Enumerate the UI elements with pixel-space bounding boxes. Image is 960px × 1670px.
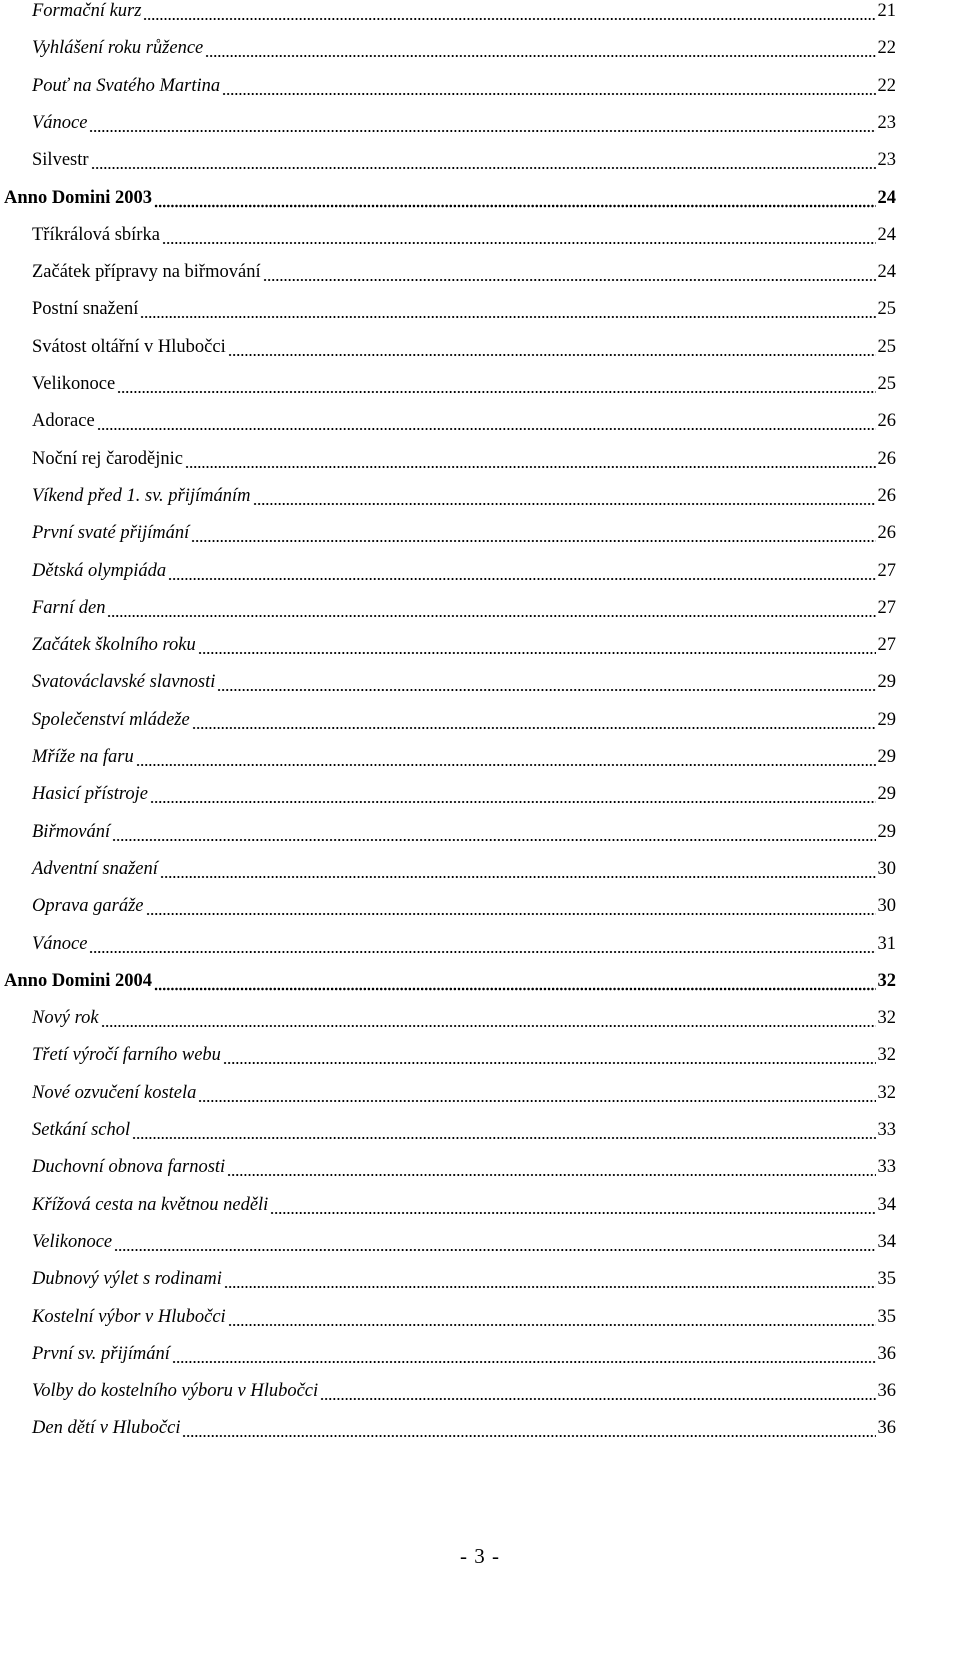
toc-entry-title: Biřmování — [32, 821, 111, 842]
toc-entry[interactable] — [32, 887, 896, 917]
toc-entry-page-number: 22 — [877, 75, 896, 96]
dot-leader — [168, 560, 875, 582]
dot-leader — [160, 858, 876, 880]
toc-entry-page-number: 29 — [877, 672, 896, 693]
toc-entry-page-number: 36 — [877, 1343, 896, 1364]
toc-entry-page-number: 26 — [877, 485, 896, 506]
toc-entry-page-number: 36 — [877, 1381, 896, 1402]
toc-entry-title: Kostelní výbor v Hlubočci — [32, 1306, 226, 1327]
dot-leader — [112, 821, 875, 843]
toc-entry-page-number: 31 — [877, 933, 896, 954]
dot-leader — [89, 933, 875, 955]
toc-entry-page-number: 34 — [877, 1231, 896, 1252]
toc-entry[interactable] — [32, 0, 896, 22]
toc-entry-page-number: 26 — [877, 523, 896, 544]
toc-entry-title: Pouť na Svatého Martina — [32, 75, 221, 96]
toc-entry[interactable] — [32, 1186, 896, 1216]
dot-leader — [253, 485, 876, 507]
toc-entry-page-number: 36 — [877, 1418, 896, 1439]
dot-leader — [223, 1044, 876, 1066]
toc-entry-title: Společenství mládeže — [32, 709, 190, 730]
toc-entry-page-number: 35 — [877, 1306, 896, 1327]
toc-entry[interactable] — [32, 701, 896, 731]
toc-entry-page-number: 24 — [877, 187, 896, 208]
toc-entry-page-number: 26 — [877, 448, 896, 469]
dot-leader — [228, 336, 876, 358]
toc-entry-page-number: 33 — [877, 1157, 896, 1178]
toc-entry-title: První svaté přijímání — [32, 523, 190, 544]
toc-entry[interactable] — [32, 253, 896, 283]
toc-section-heading[interactable] — [4, 179, 896, 209]
toc-entry-page-number: 32 — [877, 970, 896, 991]
toc-entry[interactable] — [32, 552, 896, 582]
toc-entry-page-number: 26 — [877, 411, 896, 432]
toc-entry-title: Velikonoce — [32, 1231, 113, 1252]
toc-entry-page-number: 21 — [877, 1, 896, 21]
dot-leader — [263, 261, 876, 283]
toc-entry[interactable] — [32, 440, 896, 470]
toc-entry-page-number: 24 — [877, 224, 896, 245]
toc-section-heading[interactable] — [4, 962, 896, 992]
dot-leader — [227, 1156, 875, 1178]
toc-entry[interactable] — [32, 813, 896, 843]
dot-leader — [136, 746, 876, 768]
toc-entry[interactable] — [32, 850, 896, 880]
page-number: - 3 - — [460, 1544, 500, 1568]
dot-leader — [140, 298, 875, 320]
toc-entry-page-number: 23 — [877, 150, 896, 171]
toc-entry-title: Vánoce — [32, 933, 88, 954]
toc-entry-title: Anno Domini 2004 — [4, 970, 153, 991]
toc-entry[interactable] — [32, 1111, 896, 1141]
toc-entry-page-number: 30 — [877, 858, 896, 879]
toc-entry[interactable] — [32, 775, 896, 805]
dot-leader — [224, 1268, 876, 1290]
dot-leader — [222, 75, 875, 97]
dot-leader — [101, 1007, 876, 1029]
toc-entry-title: Volby do kostelního výboru v Hlubočci — [32, 1381, 319, 1402]
toc-entry-page-number: 32 — [877, 1082, 896, 1103]
toc-entry-title: Nové ozvučení kostela — [32, 1082, 197, 1103]
toc-entry[interactable] — [32, 67, 896, 97]
toc-entry-page-number: 22 — [877, 38, 896, 59]
toc-entry-title: Adventní snažení — [32, 858, 158, 879]
toc-entry-title: Nový rok — [32, 1008, 99, 1029]
toc-entry-title: Velikonoce — [32, 374, 116, 394]
dot-leader — [192, 709, 876, 731]
toc-entry-title: Tříkrálová sbírka — [32, 224, 160, 245]
toc-entry-page-number: 24 — [877, 262, 896, 283]
dot-leader — [143, 0, 875, 22]
toc-entry-title: Začátek přípravy na biřmování — [32, 262, 261, 283]
toc-entry-title: Hasicí přístroje — [32, 784, 148, 805]
dot-leader — [198, 634, 876, 656]
toc-entry-page-number: 32 — [877, 1045, 896, 1066]
toc-entry-title: Oprava garáže — [32, 896, 144, 917]
dot-leader — [154, 187, 875, 209]
dot-leader — [117, 373, 875, 395]
dot-leader — [154, 970, 875, 992]
toc-entry[interactable] — [32, 1148, 896, 1178]
dot-leader — [191, 522, 875, 544]
toc-entry-title: Dubnový výlet s rodinami — [32, 1269, 222, 1290]
dot-leader — [114, 1231, 875, 1253]
toc-entry-page-number: 25 — [877, 336, 896, 357]
toc-entry-title: Noční rej čarodějnic — [32, 448, 184, 469]
toc-entry-title: Adorace — [32, 411, 95, 432]
toc-entry[interactable] — [32, 141, 896, 171]
toc-entry-page-number: 32 — [877, 1008, 896, 1029]
toc-entry[interactable] — [32, 402, 896, 432]
toc-entry-title: První sv. přijímání — [32, 1343, 170, 1364]
toc-entry-title: Vyhlášení roku růžence — [32, 38, 204, 59]
toc-entry[interactable] — [32, 328, 896, 358]
dot-leader — [162, 224, 876, 246]
toc-entry-title: Začátek školního roku — [32, 635, 196, 656]
toc-entry-page-number: 27 — [877, 597, 896, 618]
toc-entry-page-number: 27 — [877, 635, 896, 656]
dot-leader — [97, 410, 876, 432]
toc-entry-title: Formační kurz — [32, 1, 142, 21]
dot-leader — [270, 1194, 875, 1216]
toc-entry[interactable] — [32, 1372, 896, 1402]
toc-entry-page-number: 25 — [877, 299, 896, 320]
toc-entry-title: Postní snažení — [32, 299, 139, 320]
dot-leader — [198, 1082, 875, 1104]
toc-entry-title: Mříže na faru — [32, 747, 134, 767]
toc-entry[interactable] — [32, 29, 896, 59]
dot-leader — [150, 783, 876, 805]
toc-entry-title: Setkání schol — [32, 1120, 131, 1140]
dot-leader — [91, 149, 876, 171]
toc-entry-title: Dětská olympiáda — [32, 560, 167, 581]
toc-entry[interactable] — [32, 1074, 896, 1104]
toc-entry-page-number: 34 — [877, 1194, 896, 1215]
toc-entry[interactable] — [32, 104, 896, 134]
toc-entry[interactable] — [32, 1335, 896, 1365]
toc-entry-title: Den dětí v Hlubočci — [32, 1418, 181, 1439]
dot-leader — [182, 1417, 875, 1439]
dot-leader — [205, 37, 875, 59]
toc-entry[interactable] — [32, 1298, 896, 1328]
dot-leader — [185, 448, 875, 470]
toc-entry[interactable] — [32, 663, 896, 693]
toc-entry[interactable] — [32, 514, 896, 544]
toc-entry[interactable] — [32, 290, 896, 320]
toc-entry[interactable] — [32, 626, 896, 656]
toc-entry-title: Silvestr — [32, 150, 89, 171]
toc-entry-title: Víkend před 1. sv. přijímáním — [32, 485, 251, 506]
toc-entry-title: Vánoce — [32, 112, 88, 133]
toc-entry[interactable] — [32, 1409, 896, 1439]
toc-entry-title: Anno Domini 2003 — [4, 187, 153, 208]
dot-leader — [89, 112, 875, 134]
toc-entry[interactable] — [32, 738, 896, 768]
toc-entry[interactable] — [32, 999, 896, 1029]
toc-entry[interactable] — [32, 589, 896, 619]
toc-entry[interactable] — [32, 477, 896, 507]
toc-entry-title: Farní den — [32, 597, 106, 618]
toc-entry-title: Duchovní obnova farnosti — [32, 1157, 226, 1178]
toc-entry-title: Svatováclavské slavnosti — [32, 672, 216, 693]
toc-entry-page-number: 25 — [877, 374, 896, 394]
toc-entry[interactable] — [32, 1036, 896, 1066]
toc-entry-page-number: 29 — [877, 821, 896, 842]
dot-leader — [320, 1380, 875, 1402]
toc-entry-page-number: 30 — [877, 896, 896, 917]
toc-entry-page-number: 35 — [877, 1269, 896, 1290]
toc-entry-page-number: 29 — [877, 709, 896, 730]
toc-entry-title: Třetí výročí farního webu — [32, 1045, 221, 1066]
toc-entry[interactable] — [32, 925, 896, 955]
dot-leader — [107, 597, 875, 619]
toc-entry-title: Křížová cesta na květnou neděli — [32, 1194, 269, 1215]
dot-leader — [132, 1119, 875, 1141]
toc-entry[interactable] — [32, 1260, 896, 1290]
toc-entry[interactable] — [32, 1223, 896, 1253]
toc-entry-page-number: 23 — [877, 112, 896, 133]
toc-entry-title: Svátost oltářní v Hlubočci — [32, 336, 226, 357]
toc-entry-page-number: 33 — [877, 1120, 896, 1140]
dot-leader — [217, 671, 875, 693]
dot-leader — [172, 1343, 876, 1365]
dot-leader — [146, 895, 876, 917]
dot-leader — [228, 1306, 876, 1328]
toc-entry[interactable] — [32, 216, 896, 246]
toc-entry-page-number: 27 — [877, 560, 896, 581]
toc-entry-page-number: 29 — [877, 784, 896, 805]
toc-entry-page-number: 29 — [877, 747, 896, 767]
toc-entry[interactable] — [32, 365, 896, 395]
